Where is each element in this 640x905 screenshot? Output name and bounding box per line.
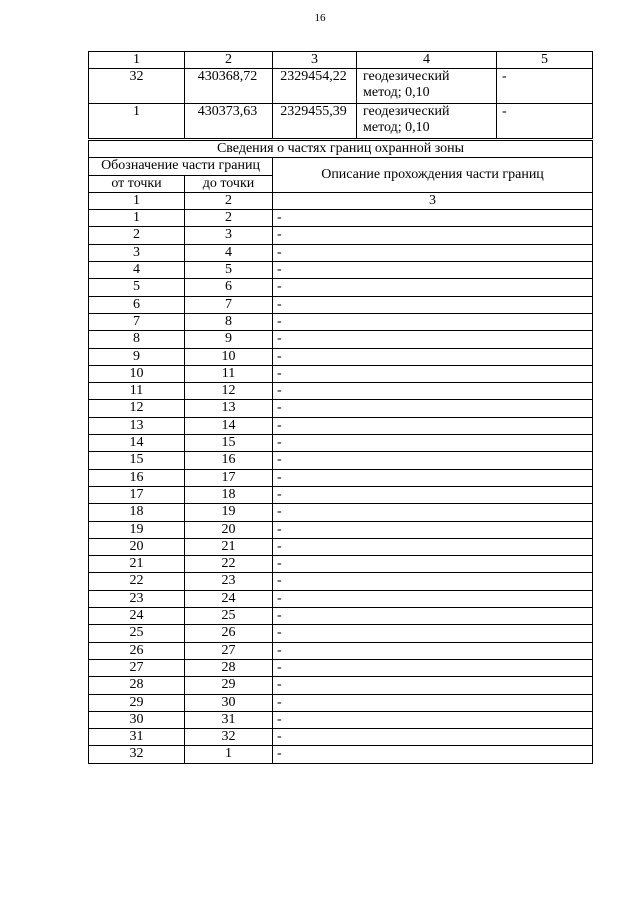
table-row bbox=[89, 711, 593, 728]
to-point: 3 bbox=[185, 227, 273, 244]
to-point: 1 bbox=[185, 746, 273, 763]
to-point: 11 bbox=[185, 365, 273, 382]
table-row bbox=[89, 69, 593, 104]
from-point: 20 bbox=[89, 538, 185, 555]
desc-header: Описание прохождения части границ bbox=[273, 158, 593, 193]
to-point: 7 bbox=[185, 296, 273, 313]
coord-header-cell: 4 bbox=[357, 52, 497, 69]
col-number: 3 bbox=[273, 192, 593, 209]
to-point: 17 bbox=[185, 469, 273, 486]
to-point: 5 bbox=[185, 262, 273, 279]
from-point: 16 bbox=[89, 469, 185, 486]
boundary-description: - bbox=[273, 746, 593, 763]
col-number: 1 bbox=[89, 192, 185, 209]
to-point: 18 bbox=[185, 486, 273, 503]
point-number: 32 bbox=[89, 69, 185, 104]
to-point: 2 bbox=[185, 210, 273, 227]
col-number: 2 bbox=[185, 192, 273, 209]
parts-title-row bbox=[89, 141, 593, 158]
table-row bbox=[89, 486, 593, 503]
from-point: 22 bbox=[89, 573, 185, 590]
from-point: 26 bbox=[89, 642, 185, 659]
method-line-1: геодезический bbox=[363, 69, 450, 84]
coord-header-cell: 2 bbox=[185, 52, 273, 69]
table-row bbox=[89, 400, 593, 417]
from-point: 32 bbox=[89, 746, 185, 763]
boundary-description: - bbox=[273, 608, 593, 625]
parts-colnum-row bbox=[89, 192, 593, 209]
boundary-description: - bbox=[273, 435, 593, 452]
to-point: 27 bbox=[185, 642, 273, 659]
table-row bbox=[89, 659, 593, 676]
table-row bbox=[89, 435, 593, 452]
to-point: 13 bbox=[185, 400, 273, 417]
from-point: 28 bbox=[89, 677, 185, 694]
to-point: 22 bbox=[185, 556, 273, 573]
from-point: 6 bbox=[89, 296, 185, 313]
boundary-description: - bbox=[273, 677, 593, 694]
from-point: 31 bbox=[89, 729, 185, 746]
boundary-description: - bbox=[273, 504, 593, 521]
to-point: 28 bbox=[185, 659, 273, 676]
parts-title: Сведения о частях границ охранной зоны bbox=[89, 141, 593, 158]
from-point: 4 bbox=[89, 262, 185, 279]
to-point: 29 bbox=[185, 677, 273, 694]
table-row bbox=[89, 694, 593, 711]
table-row bbox=[89, 573, 593, 590]
boundary-description: - bbox=[273, 417, 593, 434]
table-row bbox=[89, 348, 593, 365]
coord-header-cell: 1 bbox=[89, 52, 185, 69]
table-row bbox=[89, 227, 593, 244]
to-point: 9 bbox=[185, 331, 273, 348]
group-header: Обозначение части границ bbox=[89, 158, 273, 175]
to-point: 30 bbox=[185, 694, 273, 711]
coord-y: 2329454,22 bbox=[273, 69, 357, 104]
table-row bbox=[89, 590, 593, 607]
table-row bbox=[89, 642, 593, 659]
boundary-description: - bbox=[273, 348, 593, 365]
method-line-1: геодезический bbox=[363, 104, 450, 119]
table-row bbox=[89, 538, 593, 555]
from-point: 27 bbox=[89, 659, 185, 676]
table-row bbox=[89, 608, 593, 625]
method-cell bbox=[357, 104, 497, 139]
from-point: 12 bbox=[89, 400, 185, 417]
boundary-description: - bbox=[273, 365, 593, 382]
boundary-description: - bbox=[273, 694, 593, 711]
boundary-description: - bbox=[273, 573, 593, 590]
to-point: 26 bbox=[185, 625, 273, 642]
table-row bbox=[89, 625, 593, 642]
from-point: 5 bbox=[89, 279, 185, 296]
from-point: 18 bbox=[89, 504, 185, 521]
table-row bbox=[89, 521, 593, 538]
method-cell bbox=[357, 69, 497, 104]
col5-cell: - bbox=[497, 69, 593, 104]
table-row bbox=[89, 417, 593, 434]
to-point: 15 bbox=[185, 435, 273, 452]
boundary-description: - bbox=[273, 313, 593, 330]
to-point: 19 bbox=[185, 504, 273, 521]
from-point: 8 bbox=[89, 331, 185, 348]
from-point: 24 bbox=[89, 608, 185, 625]
from-point: 23 bbox=[89, 590, 185, 607]
from-point: 14 bbox=[89, 435, 185, 452]
from-point: 1 bbox=[89, 210, 185, 227]
point-number: 1 bbox=[89, 104, 185, 139]
to-point: 23 bbox=[185, 573, 273, 590]
boundary-description: - bbox=[273, 331, 593, 348]
to-point: 32 bbox=[185, 729, 273, 746]
from-point: 2 bbox=[89, 227, 185, 244]
from-point: 17 bbox=[89, 486, 185, 503]
boundary-description: - bbox=[273, 486, 593, 503]
coordinates-header-row bbox=[89, 52, 593, 69]
boundary-description: - bbox=[273, 210, 593, 227]
from-point: 3 bbox=[89, 244, 185, 261]
boundary-description: - bbox=[273, 729, 593, 746]
boundary-description: - bbox=[273, 521, 593, 538]
parts-group-header-row bbox=[89, 158, 593, 175]
table-row bbox=[89, 383, 593, 400]
boundary-description: - bbox=[273, 383, 593, 400]
boundary-description: - bbox=[273, 711, 593, 728]
to-point: 14 bbox=[185, 417, 273, 434]
table-row bbox=[89, 262, 593, 279]
from-point: 29 bbox=[89, 694, 185, 711]
from-point: 30 bbox=[89, 711, 185, 728]
from-point: 10 bbox=[89, 365, 185, 382]
table-row bbox=[89, 452, 593, 469]
method-line-2: метод; 0,10 bbox=[363, 85, 430, 100]
coord-header-cell: 5 bbox=[497, 52, 593, 69]
to-point: 20 bbox=[185, 521, 273, 538]
boundary-description: - bbox=[273, 296, 593, 313]
coord-x: 430368,72 bbox=[185, 69, 273, 104]
from-point: 25 bbox=[89, 625, 185, 642]
boundary-description: - bbox=[273, 227, 593, 244]
boundary-description: - bbox=[273, 538, 593, 555]
table-row bbox=[89, 469, 593, 486]
boundary-description: - bbox=[273, 452, 593, 469]
coordinates-table bbox=[88, 51, 593, 139]
table-row bbox=[89, 746, 593, 763]
boundary-description: - bbox=[273, 642, 593, 659]
boundary-description: - bbox=[273, 262, 593, 279]
table-row bbox=[89, 244, 593, 261]
from-point: 15 bbox=[89, 452, 185, 469]
to-header: до точки bbox=[185, 175, 273, 192]
from-point: 11 bbox=[89, 383, 185, 400]
method-line-2: метод; 0,10 bbox=[363, 120, 430, 135]
table-row bbox=[89, 210, 593, 227]
to-point: 8 bbox=[185, 313, 273, 330]
boundary-description: - bbox=[273, 244, 593, 261]
to-point: 4 bbox=[185, 244, 273, 261]
boundary-description: - bbox=[273, 590, 593, 607]
table-row bbox=[89, 729, 593, 746]
from-point: 21 bbox=[89, 556, 185, 573]
boundary-description: - bbox=[273, 279, 593, 296]
to-point: 16 bbox=[185, 452, 273, 469]
coord-x: 430373,63 bbox=[185, 104, 273, 139]
from-point: 7 bbox=[89, 313, 185, 330]
from-point: 9 bbox=[89, 348, 185, 365]
table-row bbox=[89, 313, 593, 330]
table-row bbox=[89, 677, 593, 694]
from-point: 13 bbox=[89, 417, 185, 434]
coord-y: 2329455,39 bbox=[273, 104, 357, 139]
from-header: от точки bbox=[89, 175, 185, 192]
to-point: 21 bbox=[185, 538, 273, 555]
boundary-parts-table bbox=[88, 140, 593, 764]
boundary-description: - bbox=[273, 469, 593, 486]
table-row bbox=[89, 279, 593, 296]
table-row bbox=[89, 331, 593, 348]
to-point: 12 bbox=[185, 383, 273, 400]
to-point: 10 bbox=[185, 348, 273, 365]
boundary-description: - bbox=[273, 659, 593, 676]
coord-header-cell: 3 bbox=[273, 52, 357, 69]
table-row bbox=[89, 365, 593, 382]
to-point: 25 bbox=[185, 608, 273, 625]
boundary-description: - bbox=[273, 625, 593, 642]
table-row bbox=[89, 104, 593, 139]
col5-cell: - bbox=[497, 104, 593, 139]
to-point: 6 bbox=[185, 279, 273, 296]
table-row bbox=[89, 296, 593, 313]
page-number: 16 bbox=[314, 12, 326, 24]
to-point: 31 bbox=[185, 711, 273, 728]
boundary-description: - bbox=[273, 556, 593, 573]
boundary-description: - bbox=[273, 400, 593, 417]
to-point: 24 bbox=[185, 590, 273, 607]
from-point: 19 bbox=[89, 521, 185, 538]
table-row bbox=[89, 556, 593, 573]
table-row bbox=[89, 504, 593, 521]
